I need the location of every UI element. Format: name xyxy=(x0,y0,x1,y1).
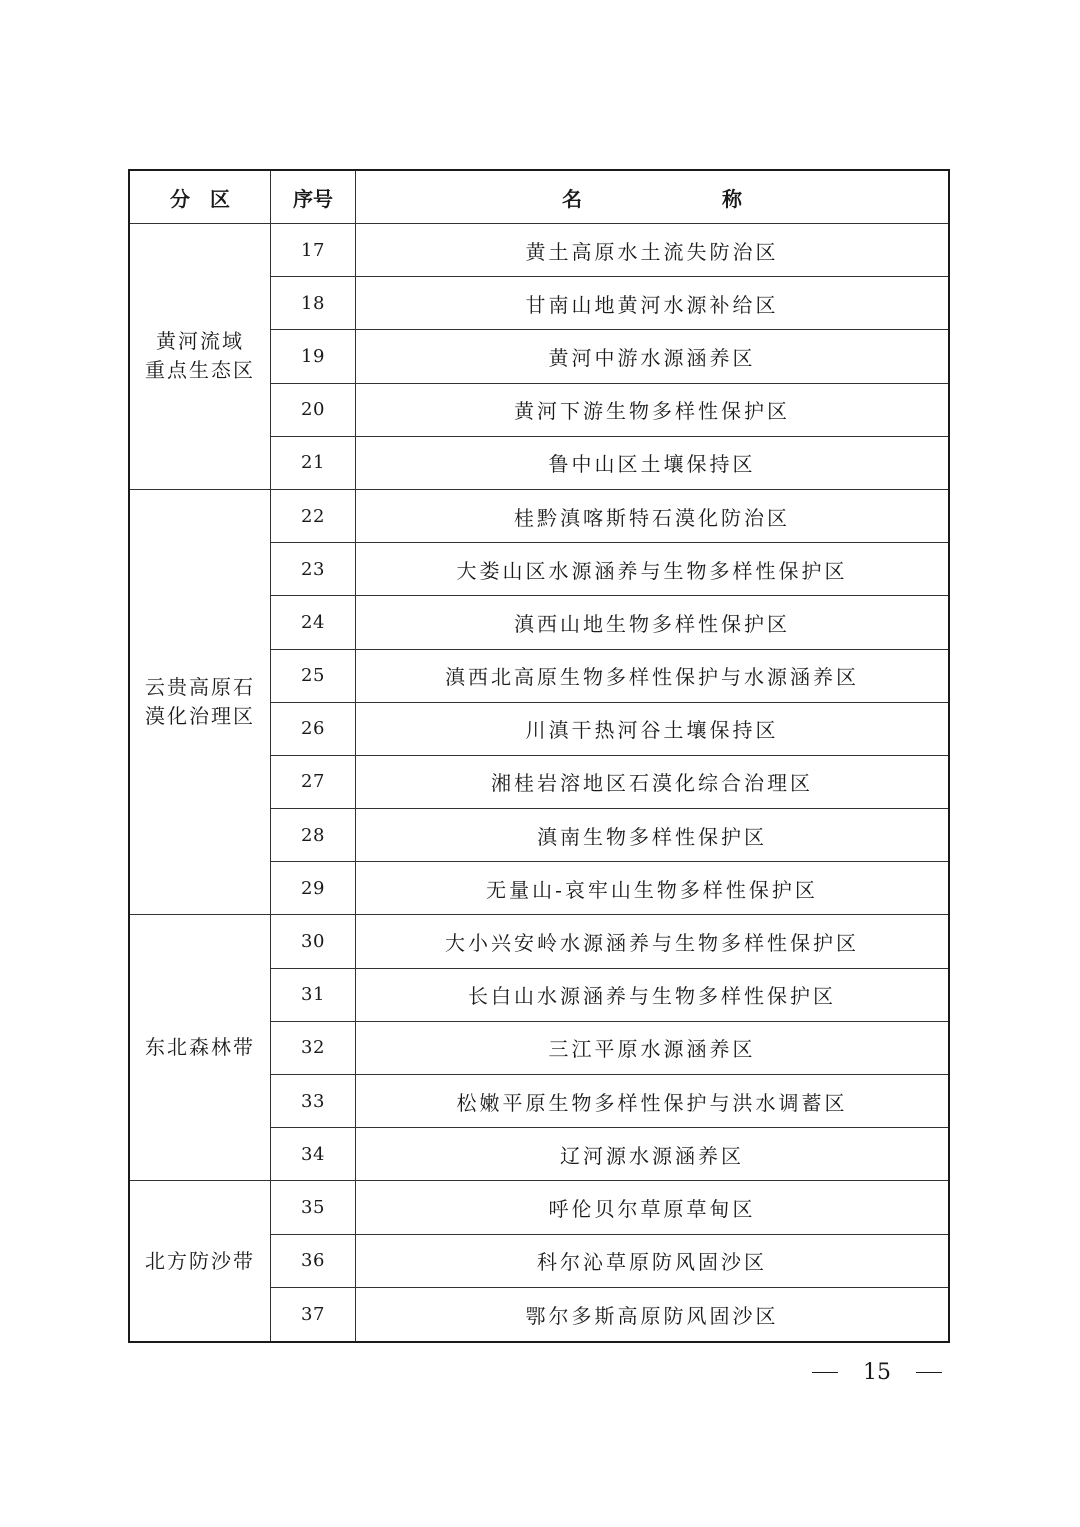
row-number: 21 xyxy=(271,437,356,490)
row-name: 滇西北高原生物多样性保护与水源涵养区 xyxy=(356,650,948,703)
row-number: 28 xyxy=(271,809,356,862)
row-name: 大娄山区水源涵养与生物多样性保护区 xyxy=(356,543,948,596)
zone-label-line1: 黄河流域 xyxy=(156,329,244,354)
row-number: 17 xyxy=(271,224,356,277)
row-name: 三江平原水源涵养区 xyxy=(356,1022,948,1075)
row-name: 松嫩平原生物多样性保护与洪水调蓄区 xyxy=(356,1075,948,1128)
row-number: 18 xyxy=(271,277,356,330)
zone-label-line1: 云贵高原石 xyxy=(145,675,255,700)
header-number xyxy=(271,171,356,224)
row-name: 滇南生物多样性保护区 xyxy=(356,809,948,862)
row-number: 35 xyxy=(271,1181,356,1234)
row-number: 19 xyxy=(271,330,356,383)
row-number: 33 xyxy=(271,1075,356,1128)
zone-label: 北方防沙带 xyxy=(145,1248,255,1273)
row-name: 呼伦贝尔草原草甸区 xyxy=(356,1181,948,1234)
zone-cell xyxy=(130,490,271,916)
row-name: 辽河源水源涵养区 xyxy=(356,1128,948,1181)
row-number: 26 xyxy=(271,703,356,756)
row-name: 科尔沁草原防风固沙区 xyxy=(356,1235,948,1288)
row-name: 湘桂岩溶地区石漠化综合治理区 xyxy=(356,756,948,809)
row-number: 25 xyxy=(271,650,356,703)
zone-label: 东北森林带 xyxy=(145,1035,255,1060)
zone-table xyxy=(128,169,950,1343)
header-number-label: 序号 xyxy=(293,186,333,211)
row-name: 长白山水源涵养与生物多样性保护区 xyxy=(356,969,948,1022)
row-name: 无量山-哀牢山生物多样性保护区 xyxy=(356,862,948,915)
zone-label-line2: 漠化治理区 xyxy=(145,704,255,729)
footer-dash-left xyxy=(812,1372,838,1373)
header-name-second: 称 xyxy=(722,186,742,211)
row-name: 黄土高原水土流失防治区 xyxy=(356,224,948,277)
row-name: 桂黔滇喀斯特石漠化防治区 xyxy=(356,490,948,543)
zone-cell xyxy=(130,915,271,1181)
row-number: 30 xyxy=(271,915,356,968)
row-number: 20 xyxy=(271,384,356,437)
header-name-first: 名 xyxy=(562,186,582,211)
row-name: 黄河中游水源涵养区 xyxy=(356,330,948,383)
row-name: 鄂尔多斯高原防风固沙区 xyxy=(525,1303,779,1328)
row-name: 黄河下游生物多样性保护区 xyxy=(356,384,948,437)
zone-label-line2: 重点生态区 xyxy=(145,358,255,383)
row-name: 滇西山地生物多样性保护区 xyxy=(356,596,948,649)
row-name: 大小兴安岭水源涵养与生物多样性保护区 xyxy=(356,915,948,968)
row-number: 34 xyxy=(271,1128,356,1181)
row-number: 31 xyxy=(271,969,356,1022)
row-name: 川滇干热河谷土壤保持区 xyxy=(356,703,948,756)
row-number: 27 xyxy=(271,756,356,809)
header-zone xyxy=(130,171,271,224)
row-number: 37 xyxy=(271,1288,356,1341)
row-number: 32 xyxy=(271,1022,356,1075)
row-number: 23 xyxy=(271,543,356,596)
row-number: 36 xyxy=(271,1235,356,1288)
zone-cell xyxy=(130,224,271,490)
row-name: 甘南山地黄河水源补给区 xyxy=(356,277,948,330)
row-number: 22 xyxy=(271,490,356,543)
page-number: 15 xyxy=(863,1359,891,1385)
footer-dash-right xyxy=(916,1372,942,1373)
row-number: 24 xyxy=(271,596,356,649)
zone-cell xyxy=(130,1181,271,1341)
page-footer xyxy=(812,1357,942,1387)
header-zone-label: 分 区 xyxy=(170,186,230,211)
row-name: 鲁中山区土壤保持区 xyxy=(356,437,948,490)
row-number: 29 xyxy=(271,862,356,915)
header-name xyxy=(356,171,948,224)
